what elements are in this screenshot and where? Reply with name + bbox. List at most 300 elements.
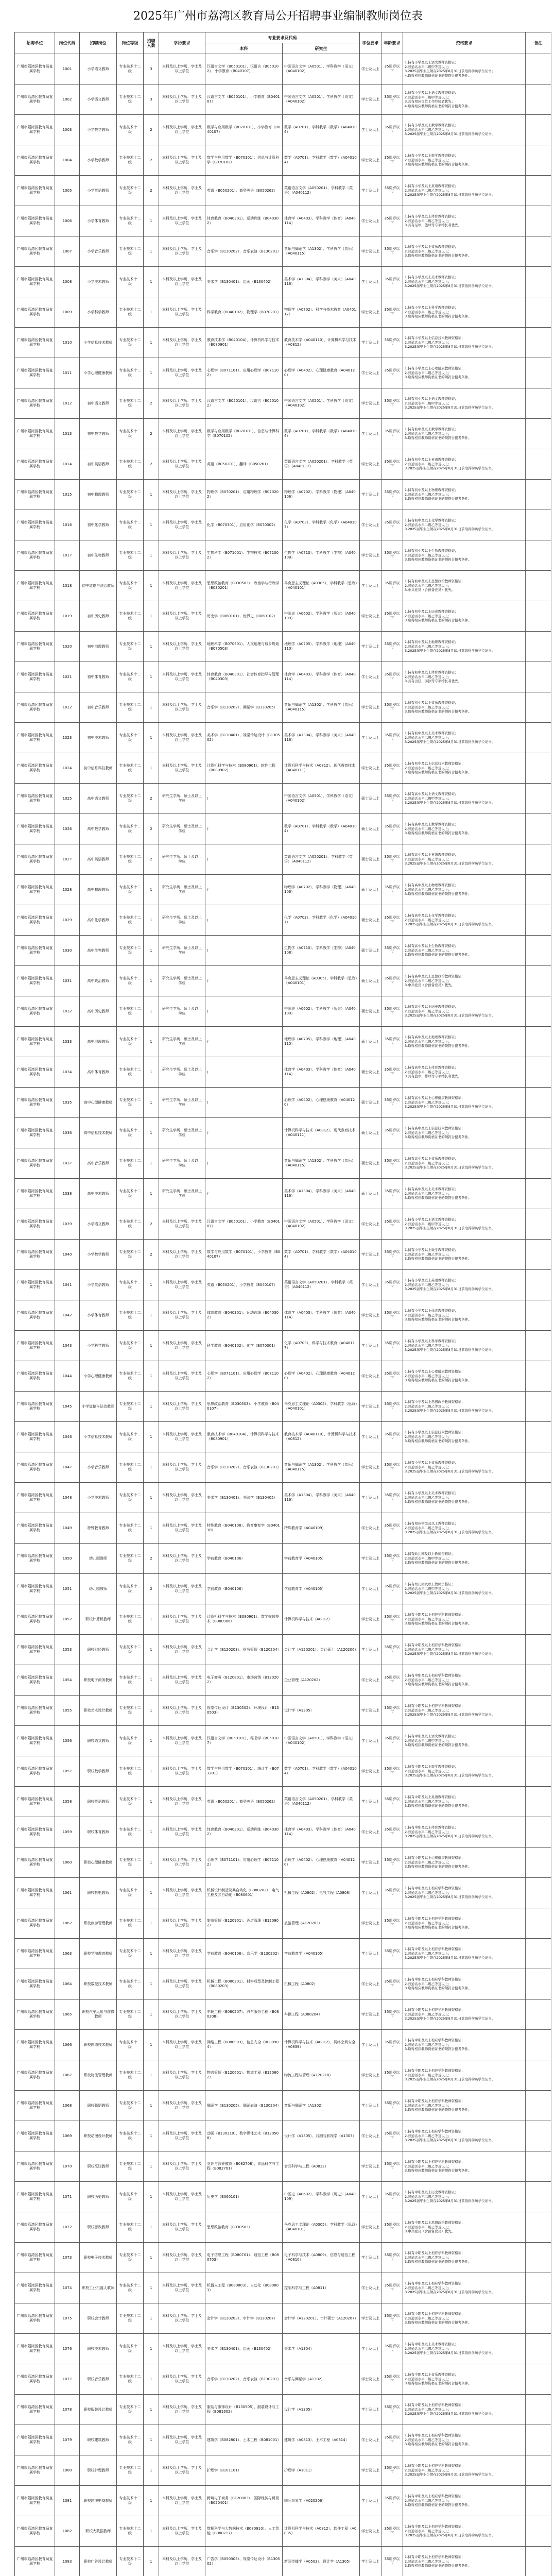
cell-position: 高中美术教师 (80, 1179, 117, 1209)
table-body (15, 54, 551, 2576)
cell-position: 小学体育教师 (80, 206, 117, 236)
cell-requirements: 1.持有小学及以上美术教师资格证； 2.普通话水平二级乙等及以上； 3.取得相应教师资格证书的须符合报考条件。 (403, 1483, 526, 1513)
cell-position: 初中生物教师 (80, 540, 117, 571)
cell-code: 1067 (55, 2060, 80, 2091)
cell-position: 初中体育教师 (80, 662, 117, 692)
cell-degree: 硕士及以上 (360, 1179, 381, 1209)
cell-unit: 广州市荔湾区教育局直属学校 (15, 1027, 55, 1057)
table-row (15, 2060, 551, 2091)
cell-level: 专业技术十二级 (117, 2273, 144, 2303)
cell-note (526, 1118, 551, 1148)
cell-note (526, 1027, 551, 1057)
cell-degree: 学士及以上 (360, 145, 381, 176)
cell-requirements: 1.持有中职及以上相应学科教师资格证； 2.普通话水平二级乙等及以上； 3.取得相应教师资格证书的须符合报考条件。 (403, 2303, 526, 2334)
cell-major-postgrad: 设计学（A1305）、戏剧与影视学（A1303） (283, 2121, 360, 2151)
cell-requirements: 1.持有中职及以上相应学科教师资格证； 2.普通话水平二级乙等及以上； 3.取得相应教师资格证书的须符合报考条件。 (403, 2486, 526, 2516)
cell-degree: 学士及以上 (360, 2486, 381, 2516)
table-row (15, 1848, 551, 1878)
cell-count: 1 (144, 1422, 159, 1452)
cell-degree: 学士及以上 (360, 1787, 381, 1817)
cell-education: 本科及以上学历、学士及以上学位 (159, 1756, 205, 1787)
cell-degree: 学士及以上 (360, 54, 381, 84)
cell-degree: 学士及以上 (360, 2060, 381, 2091)
cell-unit: 广州市荔湾区教育局直属学校 (15, 206, 55, 236)
cell-major-undergrad: / (205, 784, 283, 814)
cell-level: 专业技术十二级 (117, 328, 144, 358)
cell-major-undergrad: 化学（B070301）、应用化学（B070302） (205, 510, 283, 540)
cell-education: 本科及以上学历、学士及以上学位 (159, 145, 205, 176)
cell-education: 本科及以上学历、学士及以上学位 (159, 2547, 205, 2576)
cell-degree: 学士及以上 (360, 1331, 381, 1361)
cell-position: 高中生物教师 (80, 936, 117, 966)
cell-requirements: 1.持有中职及以上相应学科教师资格证； 2.普通话水平二级乙等及以上； 3.2025届毕业生须在2025年8月31日前取得学历学位证书。 (403, 2516, 526, 2547)
cell-unit: 广州市荔湾区教育局直属学校 (15, 2455, 55, 2486)
cell-age: 35周岁以下 (381, 1179, 403, 1209)
table-row (15, 723, 551, 753)
cell-unit: 广州市荔湾区教育局直属学校 (15, 2364, 55, 2395)
cell-age: 35周岁以下 (381, 1088, 403, 1118)
cell-requirements: 1.持有初中及以上地理教师资格证； 2.普通话水平二级乙等及以上； 3.2025届毕业生须在2025年8月31日前取得学历学位证书。 (403, 632, 526, 662)
cell-position: 高中地理教师 (80, 1027, 117, 1057)
table-row (15, 1118, 551, 1148)
cell-level: 专业技术十二级 (117, 662, 144, 692)
cell-code: 1062 (55, 1908, 80, 1939)
cell-major-postgrad: 体育学（A0403）、学科教学（体育）（A040114） (283, 662, 360, 692)
cell-unit: 广州市荔湾区教育局直属学校 (15, 1969, 55, 1999)
cell-note (526, 206, 551, 236)
cell-requirements: 1.持有中职及以上相应学科教师资格证； 2.普通话水平二级乙等及以上； 3.取得相应教师资格证书的须符合报考条件。 (403, 2425, 526, 2455)
cell-education: 研究生学历、硕士及以上学位 (159, 936, 205, 966)
cell-major-postgrad: 计算机科学与技术（A0812）、现代教育技术（A040111） (283, 1118, 360, 1148)
cell-code: 1045 (55, 1392, 80, 1422)
cell-level: 专业技术十二级 (117, 2364, 144, 2395)
cell-degree: 学士及以上 (360, 236, 381, 267)
cell-note (526, 1848, 551, 1878)
cell-note (526, 540, 551, 571)
cell-requirements: 1.持有小学及以上英语教师资格证； 2.普通话水平二级乙等及以上； 3.2025届毕业生须在2025年8月31日前取得学历学位证书。 (403, 1270, 526, 1300)
cell-code: 1030 (55, 936, 80, 966)
cell-count: 1 (144, 236, 159, 267)
cell-position: 职校烹饪教师 (80, 2151, 117, 2182)
table-row (15, 1300, 551, 1331)
cell-major-postgrad: 中国语言文学（A0501）、学科教学（语文）（A040102） (283, 54, 360, 84)
cell-requirements: 1.持有中职及以上相应学科教师资格证； 2.普通话水平二级乙等及以上； 3.取得相应教师资格证书的须符合报考条件。 (403, 1969, 526, 1999)
cell-level: 专业技术十二级 (117, 1635, 144, 1665)
cell-degree: 学士及以上 (360, 176, 381, 206)
table-row (15, 1696, 551, 1726)
cell-code: 1007 (55, 236, 80, 267)
cell-unit: 广州市荔湾区教育局直属学校 (15, 2151, 55, 2182)
cell-major-undergrad: / (205, 1148, 283, 1179)
cell-age: 35周岁以下 (381, 328, 403, 358)
cell-unit: 广州市荔湾区教育局直属学校 (15, 2243, 55, 2273)
cell-requirements: 1.持有高中及以上化学教师资格证； 2.普通话水平二级乙等及以上； 3.2025届毕业生须在2025年8月31日前取得学历学位证书。 (403, 905, 526, 936)
cell-unit: 广州市荔湾区教育局直属学校 (15, 875, 55, 905)
cell-code: 1029 (55, 905, 80, 936)
cell-position: 职校电子商务教师 (80, 1665, 117, 1696)
cell-major-undergrad: 科学教育（B040102）、物理学（B070201） (205, 297, 283, 328)
cell-count: 1 (144, 966, 159, 996)
cell-level: 专业技术十二级 (117, 115, 144, 145)
cell-major-postgrad: 学前教育学（A040105） (283, 1544, 360, 1574)
table-row (15, 267, 551, 297)
cell-requirements: 1.持有小学及以上心理健康教师资格证； 2.普通话水平二级乙等及以上； 3.取得相应教师资格证书的须符合报考条件。 (403, 1361, 526, 1392)
cell-age: 35周岁以下 (381, 236, 403, 267)
cell-major-postgrad: 数学（A0701）、学科教学（数学）（A040104） (283, 419, 360, 449)
cell-note (526, 662, 551, 692)
cell-education: 本科及以上学历、学士及以上学位 (159, 540, 205, 571)
cell-requirements: 1.持有中职及以上相应学科教师资格证； 2.普通话水平二级乙等及以上； 3.2025届毕业生须在2025年8月31日前取得学历学位证书。 (403, 1696, 526, 1726)
cell-code: 1025 (55, 784, 80, 814)
cell-code: 1004 (55, 145, 80, 176)
table-row (15, 2121, 551, 2151)
cell-education: 本科及以上学历、学士及以上学位 (159, 1696, 205, 1726)
cell-position: 小学心理健康教师 (80, 1361, 117, 1392)
cell-code: 1019 (55, 601, 80, 632)
cell-major-postgrad: 企业管理（A120202） (283, 1665, 360, 1696)
cell-degree: 学士及以上 (360, 115, 381, 145)
cell-count: 1 (144, 2425, 159, 2455)
table-row (15, 1817, 551, 1848)
cell-major-undergrad: 音乐学（B130202）、音乐表演（B130201） (205, 2364, 283, 2395)
cell-age: 35周岁以下 (381, 1726, 403, 1756)
cell-level: 专业技术十二级 (117, 2091, 144, 2121)
cell-degree: 学士及以上 (360, 388, 381, 419)
cell-level: 专业技术十二级 (117, 1452, 144, 1483)
cell-age: 35周岁以下 (381, 1422, 403, 1452)
cell-level: 专业技术十二级 (117, 936, 144, 966)
cell-education: 本科及以上学历、学士及以上学位 (159, 176, 205, 206)
cell-note (526, 2516, 551, 2547)
cell-education: 本科及以上学历、学士及以上学位 (159, 2516, 205, 2547)
cell-major-postgrad: 生物学（A0710）、学科教学（生物）（A040108） (283, 936, 360, 966)
cell-unit: 广州市荔湾区教育局直属学校 (15, 1848, 55, 1878)
table-row (15, 1969, 551, 1999)
cell-major-postgrad: 中国史（A0602）、学科教学（历史）（A040109） (283, 996, 360, 1027)
cell-unit: 广州市荔湾区教育局直属学校 (15, 1118, 55, 1148)
cell-age: 35周岁以下 (381, 632, 403, 662)
cell-degree: 学士及以上 (360, 2395, 381, 2425)
cell-code: 1073 (55, 2243, 80, 2273)
table-row (15, 1179, 551, 1209)
cell-position: 小学信息技术教师 (80, 1422, 117, 1452)
cell-major-undergrad: / (205, 905, 283, 936)
cell-code: 1072 (55, 2212, 80, 2243)
cell-major-postgrad: 物理学（A0702）、学科教学（物理）（A040106） (283, 480, 360, 510)
cell-level: 专业技术十二级 (117, 1878, 144, 1908)
cell-major-undergrad: 网络工程（B080903）、信息安全（B080904） (205, 2030, 283, 2060)
cell-major-undergrad: 数学与应用数学（B070101）、信息与计算科学（B070102） (205, 419, 283, 449)
cell-requirements: 1.持有中职及以上语文教师资格证； 2.普通话水平二级甲等及以上； 3.取得相应教师资格证书的须符合报考条件。 (403, 1726, 526, 1756)
cell-education: 本科及以上学历、学士及以上学位 (159, 2273, 205, 2303)
cell-note (526, 601, 551, 632)
cell-unit: 广州市荔湾区教育局直属学校 (15, 1908, 55, 1939)
cell-code: 1041 (55, 1270, 80, 1300)
cell-code: 1027 (55, 844, 80, 875)
cell-position: 初中道德与法治教师 (80, 571, 117, 601)
cell-requirements: 1.持有中职及以上心理健康教师资格证； 2.普通话水平二级乙等及以上； 3.取得相应教师资格证书的须符合报考条件。 (403, 1848, 526, 1878)
cell-position: 初中英语教师 (80, 449, 117, 480)
cell-requirements: 1.持有中职及以上相应学科教师资格证； 2.普通话水平二级乙等及以上； 3.2025届毕业生须在2025年8月31日前取得学历学位证书。 (403, 2455, 526, 2486)
cell-age: 35周岁以下 (381, 1908, 403, 1939)
table-row (15, 2182, 551, 2212)
cell-age: 35周岁以下 (381, 1057, 403, 1088)
table-header-row (15, 32, 551, 43)
cell-level: 专业技术十二级 (117, 206, 144, 236)
cell-major-undergrad: 教育技术学（B040104）、计算机科学与技术（B080901） (205, 328, 283, 358)
cell-note (526, 2060, 551, 2091)
cell-note (526, 2547, 551, 2576)
cell-code: 1063 (55, 1939, 80, 1969)
cell-note (526, 1300, 551, 1331)
cell-level: 专业技术十二级 (117, 236, 144, 267)
cell-education: 本科及以上学历、学士及以上学位 (159, 419, 205, 449)
cell-degree: 学士及以上 (360, 2516, 381, 2547)
cell-level: 专业技术十二级 (117, 1331, 144, 1361)
cell-major-postgrad: 数学（A0701）、学科教学（数学）（A040104） (283, 1756, 360, 1787)
cell-position: 职校电子技术教师 (80, 2243, 117, 2273)
cell-count: 1 (144, 1969, 159, 1999)
cell-major-postgrad: 音乐与舞蹈学（A1302）、学科教学（音乐）（A040115） (283, 1148, 360, 1179)
cell-level: 专业技术十二级 (117, 1361, 144, 1392)
cell-major-undergrad: 动画（B130310）、数字媒体艺术（B130508） (205, 2121, 283, 2151)
cell-code: 1081 (55, 2486, 80, 2516)
cell-education: 研究生学历、硕士及以上学位 (159, 1179, 205, 1209)
cell-count: 1 (144, 2455, 159, 2486)
cell-code: 1012 (55, 388, 80, 419)
cell-major-postgrad: 音乐与舞蹈学（A1302） (283, 2091, 360, 2121)
cell-level: 专业技术十二级 (117, 2547, 144, 2576)
table-row (15, 936, 551, 966)
table-row (15, 1452, 551, 1483)
cell-degree: 学士及以上 (360, 2182, 381, 2212)
cell-unit: 广州市荔湾区教育局直属学校 (15, 1787, 55, 1817)
cell-note (526, 1604, 551, 1635)
table-row (15, 1270, 551, 1300)
cell-note (526, 784, 551, 814)
table-row (15, 358, 551, 388)
cell-education: 本科及以上学历、学士及以上学位 (159, 1969, 205, 1999)
cell-code: 1038 (55, 1179, 80, 1209)
cell-unit: 广州市荔湾区教育局直属学校 (15, 1452, 55, 1483)
cell-degree: 学士及以上 (360, 1696, 381, 1726)
table-row (15, 2364, 551, 2395)
cell-code: 1071 (55, 2182, 80, 2212)
cell-code: 1068 (55, 2091, 80, 2121)
cell-major-postgrad: 中国语言文学（A0501）、学科教学（语文）（A040102） (283, 84, 360, 115)
cell-note (526, 1969, 551, 1999)
cell-major-postgrad: 体育学（A0403）、学科教学（体育）（A040114） (283, 1817, 360, 1848)
cell-note (526, 2364, 551, 2395)
cell-age: 35周岁以下 (381, 1483, 403, 1513)
cell-position: 小学道德与法治教师 (80, 1392, 117, 1422)
cell-note (526, 2455, 551, 2486)
cell-degree: 学士及以上 (360, 358, 381, 388)
cell-count: 1 (144, 753, 159, 784)
cell-count: 1 (144, 1848, 159, 1878)
cell-major-postgrad: 物流工程与管理（A120210） (283, 2060, 360, 2091)
cell-note (526, 510, 551, 540)
cell-position: 高中英语教师 (80, 844, 117, 875)
cell-degree: 学士及以上 (360, 601, 381, 632)
cell-level: 专业技术十二级 (117, 784, 144, 814)
cell-note (526, 996, 551, 1027)
cell-count: 2 (144, 115, 159, 145)
cell-code: 1015 (55, 480, 80, 510)
cell-age: 35周岁以下 (381, 2486, 403, 2516)
cell-unit: 广州市荔湾区教育局直属学校 (15, 328, 55, 358)
cell-unit: 广州市荔湾区教育局直属学校 (15, 2303, 55, 2334)
cell-major-undergrad: 数学与应用数学（B070101）、小学教育（B040107） (205, 115, 283, 145)
cell-count: 2 (144, 1240, 159, 1270)
cell-major-undergrad: 体育教育（B040301）、运动训练（B040302） (205, 1300, 283, 1331)
cell-age: 35周岁以下 (381, 2212, 403, 2243)
cell-note (526, 2395, 551, 2425)
cell-position: 初中美术教师 (80, 723, 117, 753)
cell-major-postgrad: 化学（A0703）、科学与技术教育（A040117） (283, 1331, 360, 1361)
cell-note (526, 966, 551, 996)
cell-level: 专业技术十二级 (117, 84, 144, 115)
cell-position: 职校汽车运用与维修教师 (80, 1999, 117, 2030)
cell-requirements: 1.持有初中及以上语文教师资格证； 2.普通话水平二级甲等及以上； 3.2025届毕业生须在2025年8月31日前取得学历学位证书。 (403, 388, 526, 419)
cell-age: 35周岁以下 (381, 1361, 403, 1392)
cell-count: 1 (144, 2395, 159, 2425)
cell-degree: 硕士及以上 (360, 814, 381, 844)
cell-requirements: 1.持有小学及以上美术教师资格证； 2.普通话水平二级乙等及以上； 3.2025届毕业生须在2025年8月31日前取得学历学位证书。 (403, 267, 526, 297)
cell-code: 1047 (55, 1452, 80, 1483)
cell-major-postgrad: 化学（A0703）、学科教学（化学）（A040107） (283, 510, 360, 540)
cell-unit: 广州市荔湾区教育局直属学校 (15, 2212, 55, 2243)
cell-level: 专业技术十二级 (117, 1088, 144, 1118)
cell-requirements: 1.持有中职及以上相应学科教师资格证； 2.普通话水平二级乙等及以上； 3.2025届毕业生须在2025年8月31日前取得学历学位证书。 (403, 1999, 526, 2030)
cell-requirements: 1.持有中职及以上思想政治教师资格证； 2.普通话水平二级乙等及以上； 3.中共党员（含预备党员）优先。 (403, 2212, 526, 2243)
cell-degree: 学士及以上 (360, 1361, 381, 1392)
cell-requirements: 1.持有高中及以上心理健康教师资格证； 2.普通话水平二级乙等及以上； 3.2025届毕业生须在2025年8月31日前取得学历学位证书。 (403, 1088, 526, 1118)
cell-level: 专业技术十二级 (117, 1939, 144, 1969)
cell-note (526, 905, 551, 936)
cell-degree: 学士及以上 (360, 2273, 381, 2303)
cell-code: 1034 (55, 1057, 80, 1088)
cell-level: 专业技术十二级 (117, 1696, 144, 1726)
cell-note (526, 2303, 551, 2334)
cell-major-postgrad: 心理学（A0402）、心理健康教育（A040120） (283, 1088, 360, 1118)
cell-position: 职校网络技术教师 (80, 2030, 117, 2060)
header-note: 备注 (526, 32, 551, 54)
cell-level: 专业技术十二级 (117, 1787, 144, 1817)
cell-major-postgrad: 车辆工程（A080204） (283, 1999, 360, 2030)
cell-requirements: 1.持有小学及以上数学教师资格证； 2.普通话水平二级乙等及以上； 3.取得相应教师资格证书的须符合报考条件。 (403, 1240, 526, 1270)
cell-degree: 硕士及以上 (360, 936, 381, 966)
cell-code: 1055 (55, 1696, 80, 1726)
cell-degree: 学士及以上 (360, 2151, 381, 2182)
cell-education: 本科及以上学历、学士及以上学位 (159, 1544, 205, 1574)
cell-major-postgrad: 英语语言文学（A050201）、学科教学（英语）（A040112） (283, 176, 360, 206)
cell-level: 专业技术十二级 (117, 2212, 144, 2243)
table-row (15, 784, 551, 814)
cell-position: 小学美术教师 (80, 1483, 117, 1513)
cell-position: 职校财经教师 (80, 1635, 117, 1665)
cell-major-undergrad: 数学与应用数学（B070101）、统计学（B071201） (205, 1756, 283, 1787)
cell-requirements: 1.持有中职及以上相应学科教师资格证； 2.普通话水平二级乙等及以上； 3.2025届毕业生须在2025年8月31日前取得学历学位证书。 (403, 2273, 526, 2303)
cell-age: 35周岁以下 (381, 1331, 403, 1361)
cell-unit: 广州市荔湾区教育局直属学校 (15, 1392, 55, 1422)
cell-education: 本科及以上学历、学士及以上学位 (159, 632, 205, 662)
cell-count: 1 (144, 540, 159, 571)
cell-count: 3 (144, 54, 159, 84)
cell-level: 专业技术十二级 (117, 571, 144, 601)
cell-count: 1 (144, 297, 159, 328)
cell-major-postgrad: 马克思主义理论（A0305）、学科教学（思政）（A040101） (283, 571, 360, 601)
cell-major-undergrad: 科学教育（B040102）、化学（B070301） (205, 1331, 283, 1361)
cell-unit: 广州市荔湾区教育局直属学校 (15, 145, 55, 176)
table-row (15, 206, 551, 236)
cell-level: 专业技术十二级 (117, 601, 144, 632)
table-row (15, 1392, 551, 1422)
cell-code: 1074 (55, 2273, 80, 2303)
cell-requirements: 1.持有高中及以上地理教师资格证； 2.普通话水平二级乙等及以上； 3.取得相应教师资格证书的须符合报考条件。 (403, 1027, 526, 1057)
cell-requirements: 1.持有初中及以上化学教师资格证； 2.普通话水平二级乙等及以上； 3.2025届毕业生须在2025年8月31日前取得学历学位证书。 (403, 510, 526, 540)
cell-position: 初中音乐教师 (80, 692, 117, 723)
cell-age: 35周岁以下 (381, 2364, 403, 2395)
cell-note (526, 2151, 551, 2182)
table-row (15, 1148, 551, 1179)
cell-level: 专业技术十二级 (117, 2243, 144, 2273)
cell-age: 35周岁以下 (381, 1574, 403, 1604)
cell-age: 35周岁以下 (381, 1209, 403, 1240)
cell-unit: 广州市荔湾区教育局直属学校 (15, 2273, 55, 2303)
cell-major-undergrad: 汉语言文学（B050101）、汉语言（B050102）、小学教育（B040107） (205, 54, 283, 84)
cell-education: 本科及以上学历、学士及以上学位 (159, 358, 205, 388)
cell-level: 专业技术十二级 (117, 1604, 144, 1635)
cell-count: 1 (144, 692, 159, 723)
cell-code: 1059 (55, 1817, 80, 1848)
cell-age: 35周岁以下 (381, 1300, 403, 1331)
cell-level: 专业技术十二级 (117, 1756, 144, 1787)
cell-count: 1 (144, 723, 159, 753)
cell-level: 专业技术十二级 (117, 1513, 144, 1544)
header-code: 岗位代码 (55, 32, 80, 54)
cell-major-undergrad: 英语（B050201）、小学教育（B040107） (205, 1270, 283, 1300)
cell-education: 本科及以上学历、学士及以上学位 (159, 723, 205, 753)
cell-major-postgrad: 食品科学与工程（A0832） (283, 2151, 360, 2182)
cell-education: 本科及以上学历、学士及以上学位 (159, 1848, 205, 1878)
table-row (15, 905, 551, 936)
cell-unit: 广州市荔湾区教育局直属学校 (15, 753, 55, 784)
table-row (15, 1787, 551, 1817)
cell-education: 本科及以上学历、学士及以上学位 (159, 2364, 205, 2395)
cell-count: 1 (144, 1331, 159, 1361)
cell-degree: 学士及以上 (360, 1878, 381, 1908)
cell-position: 初中地理教师 (80, 632, 117, 662)
cell-position: 职校计算机教师 (80, 1604, 117, 1635)
cell-note (526, 236, 551, 267)
cell-education: 本科及以上学历、学士及以上学位 (159, 1999, 205, 2030)
cell-age: 35周岁以下 (381, 2243, 403, 2273)
cell-age: 35周岁以下 (381, 1999, 403, 2030)
cell-degree: 学士及以上 (360, 297, 381, 328)
table-row (15, 2243, 551, 2273)
cell-major-postgrad: 物理学（A0702）、学科教学（物理）（A040106） (283, 875, 360, 905)
cell-degree: 学士及以上 (360, 1635, 381, 1665)
cell-position: 小学心理健康教师 (80, 358, 117, 388)
cell-degree: 学士及以上 (360, 1726, 381, 1756)
cell-count: 1 (144, 2091, 159, 2121)
cell-count: 1 (144, 1483, 159, 1513)
cell-requirements: 1.持有初中及以上信息技术教师资格证； 2.普通话水平二级乙等及以上； 3.取得相应教师资格证书的须符合报考条件。 (403, 753, 526, 784)
cell-code: 1032 (55, 996, 80, 1027)
cell-education: 本科及以上学历、学士及以上学位 (159, 297, 205, 328)
table-row (15, 966, 551, 996)
